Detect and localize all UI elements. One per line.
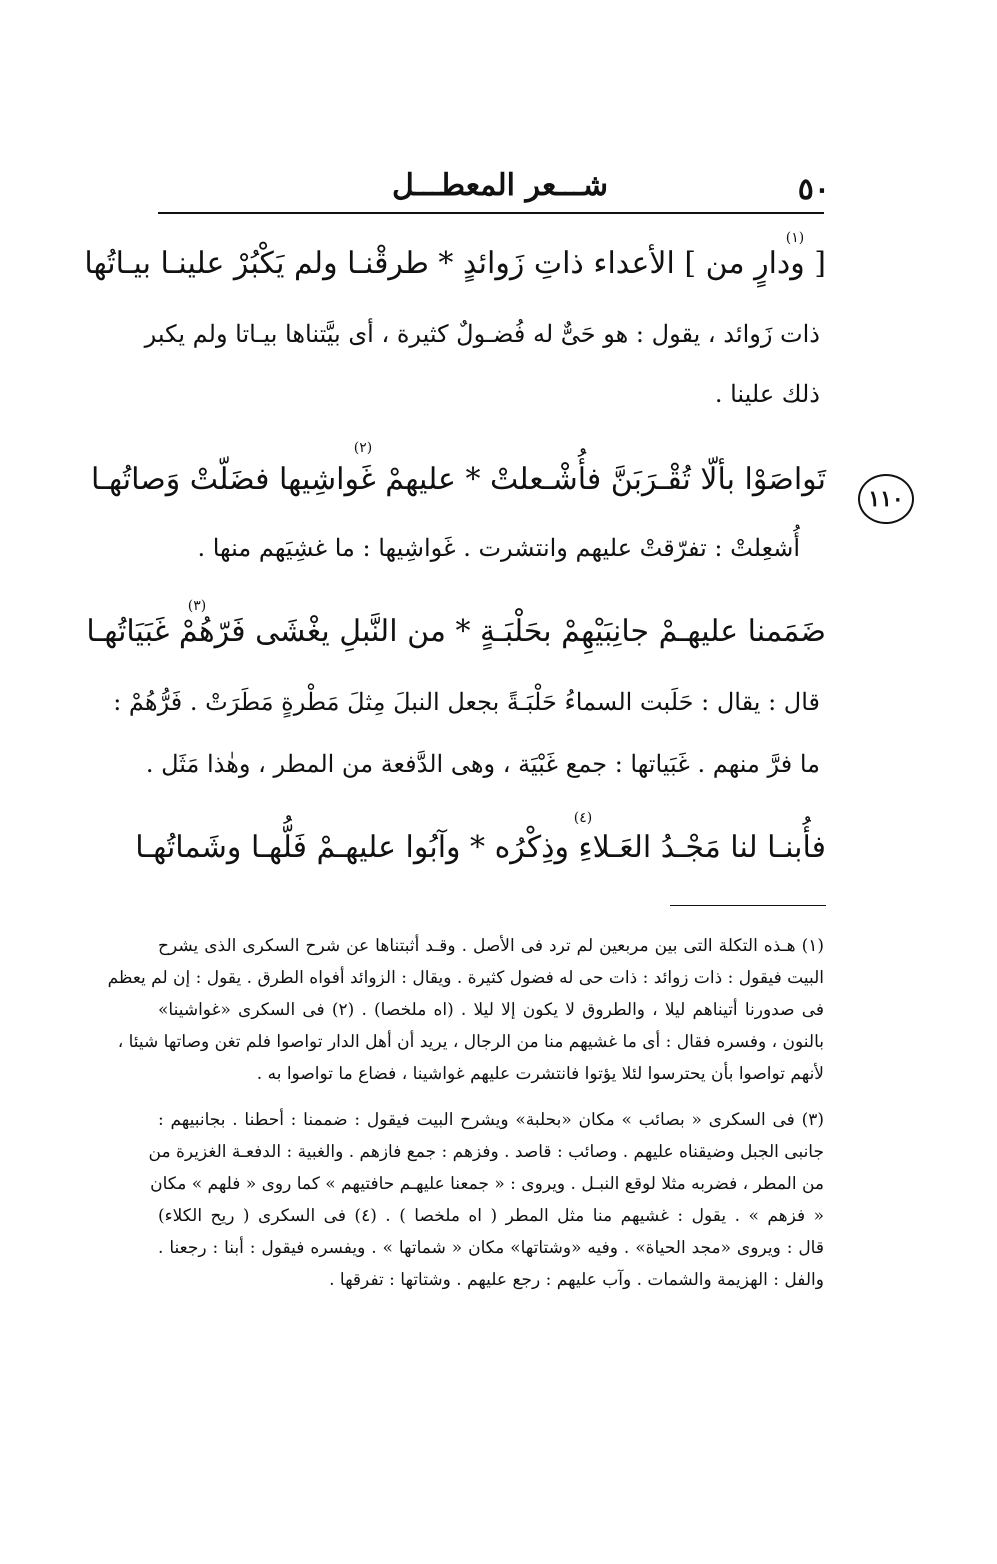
- explanation-1-line-2: ذلك علينا .: [714, 380, 820, 408]
- footnote-line-6: (٣) فى السكرى « بصائب » مكان «بحلبة» ويشرح البيت فيقول : ضممنا : أحطنا . بجانبيهم :: [158, 1110, 824, 1130]
- page-number: ٥٠: [797, 172, 830, 207]
- explanation-2-line-1: أُشعِلتْ : تفرّقتْ عليهم وانتشرت . غَواشِيها : ما غشِيَهم منها .: [197, 534, 800, 562]
- footnote-line-11: والفل : الهزيمة والشمات . وآب عليهم : رجع عليهم . وشتاتها : تفرقها .: [329, 1270, 824, 1290]
- marginal-number: ١١٠: [858, 474, 914, 524]
- header-rule: [158, 212, 824, 214]
- running-title: شـــعر المعطـــل: [392, 168, 608, 203]
- footnote-mark-2: (٢): [353, 440, 373, 456]
- footnote-line-4: بالنون ، وفسره فقال : أى ما غشيهم منا من الرجال ، يريد أن أهل الدار تواصوا فلم تغن وصاتها شيئا ،: [117, 1032, 824, 1052]
- footnote-line-8: من المطر ، فضربه مثلا لوقع النبـل . ويروى : « جمعنا عليهـم حافتيهم » كما روى « فلهم » مكان: [150, 1174, 824, 1194]
- footnote-line-3: فى صدورنا أتيناهم ليلا ، والطروق لا يكون إلا ليلا . (اه ملخصا) . (٢) فى السكرى «غواشينا»: [158, 1000, 824, 1020]
- footnote-line-2: البيت فيقول : ذات زوائد : ذات حى له فضول كثيرة . ويقال : الزوائد أفواه الطرق . يقول : إن لم يعظم: [107, 968, 824, 988]
- footnote-rule: [670, 905, 826, 906]
- footnote-line-5: لأنهم تواصوا بأن يحترسوا لئلا يؤتوا فانتشرت عليهم غواشينا ، فضاع ما تواصوا به .: [256, 1064, 824, 1084]
- explanation-3-line-1: قال : يقال : حَلَبت السماءُ حَلْبَـةً بجعل النبلَ مِثلَ مَطْرةٍ مَطَرَتْ . فَرُّهُمْ :: [113, 688, 820, 716]
- footnote-mark-3: (٣): [187, 598, 207, 614]
- footnote-line-9: « فزهم » . يقول : غشيهم منا مثل المطر ( اه ملخصا ) . (٤) فى السكرى ( ريح الكلاء): [158, 1206, 824, 1226]
- verse-3: ضَمَمنا عليهـمْ جانِبَيْهِمْ بحَلْبَـةٍ * من النَّبلِ يغْشَى فَرّهُمْ غَبَيَاتُهـا: [86, 614, 826, 649]
- footnote-line-1: (١) هـذه التكلة التى بين مربعين لم ترد فى الأصل . وقـد أثبتناها عن شرح السكرى الذى يشرح: [158, 936, 824, 956]
- verse-4: فأُبنـا لنا مَجْـدُ العَـلاءِ وذِكْرُه * وآبُوا عليهـمْ فَلُّهـا وشَماتُهـا: [135, 830, 826, 865]
- footnote-mark-4: (٤): [573, 810, 593, 826]
- footnote-line-10: قال : ويروى «مجد الحياة» . وفيه «وشتاتها» مكان « شماتها » . ويفسره فيقول : أبنا : رجعنا .: [158, 1238, 824, 1258]
- footnote-line-7: جانبى الجبل وضيقناه عليهم . وصائب : قاصد . وفزهم : جمع فازهم . والغبية : الدفعـة الغزيرة من: [148, 1142, 824, 1162]
- footnote-mark-1: (١): [785, 230, 805, 246]
- explanation-1-line-1: ذات زَوائد ، يقول : هو حَىٌّ له فُضـولٌ كثيرة ، أى بيَّتناها بيـاتا ولم يكبر: [144, 320, 820, 348]
- verse-2: تَواصَوْا بألّا تُقْـرَبَنَّ فأُشْـعلتْ * عليهمْ غَواشِيها فضَلّتْ وَصاتُهـا: [90, 462, 826, 497]
- verse-1: [ ودارٍ من ] الأعداء ذاتِ زَوائدٍ * طرقْنـا ولم يَكْبُرْ علينـا بيـاتُها: [84, 246, 826, 281]
- explanation-3-line-2: ما فرَّ منهم . غَبَياتها : جمع غَبْيَة ، وهى الدَّفعة من المطر ، وهٰذا مَثَل .: [145, 750, 820, 778]
